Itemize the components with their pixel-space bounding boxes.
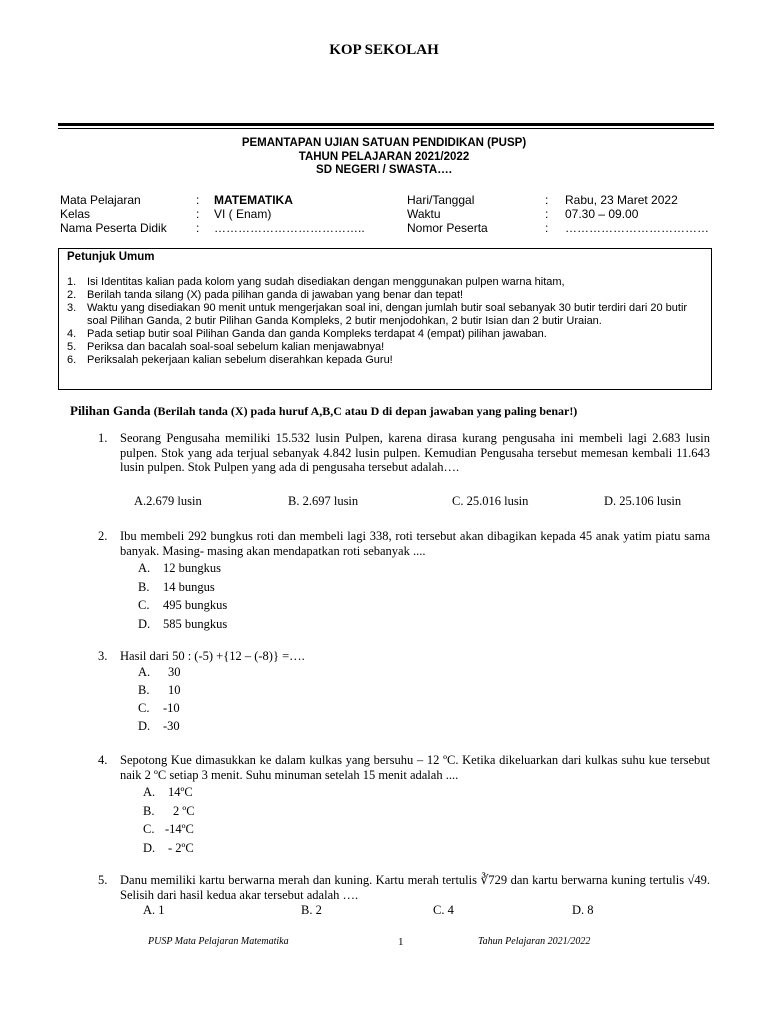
option-letter: C. (143, 822, 155, 836)
option-value: 25.106 lusin (619, 494, 682, 508)
question-number: 4. (98, 753, 108, 767)
option-letter: C. (138, 701, 150, 715)
option-value: -10 (163, 701, 180, 715)
option-letter: A. (134, 494, 147, 508)
option-value: 14 bungus (163, 580, 215, 594)
instruction-text: Isi Identitas kalian pada kolom yang sudah disediakan dengan menggunakan pulpen warna hitam, (87, 276, 565, 288)
student-name-blank[interactable]: ……………………………….. (214, 221, 365, 235)
question-text: Seorang Pengusaha memiliki 15.532 lusin Pulpen, karena dirasa kurang pengusaha ini membeli lagi 2.683 lusin pulpen. Stok yang ada terjual sebanyak 4.842 lusin pulpen. Kemudian Pengusaha tersebut memesan kembali 11.643 lusin pulpen. Stok Pulpen yang ada di pengusaha tersebut adalah…. (120, 431, 710, 474)
participant-number-blank[interactable]: ……………………………… (565, 221, 709, 235)
option-letter: B. (138, 683, 150, 697)
option-value: 2 ºC (173, 804, 195, 818)
option-letter: B. (143, 804, 155, 818)
header-rule-thin (58, 128, 714, 129)
identity-row-class (0, 207, 768, 221)
instruction-number: 4. (67, 328, 77, 340)
option-letter: A. (138, 665, 151, 679)
value-time: 07.30 – 09.00 (565, 207, 639, 221)
page-number: 1 (398, 936, 404, 948)
option-letter: D. (138, 617, 151, 631)
exam-title: PEMANTAPAN UJIAN SATUAN PENDIDIKAN (PUSP) (241, 137, 527, 149)
instructions-list (67, 276, 707, 367)
option-letter: B. (301, 903, 313, 917)
option-value: 2.697 lusin (302, 494, 359, 508)
option-value: 2 (315, 903, 322, 917)
label-participant-number: Nomor Peserta (407, 221, 488, 235)
q5-option-a[interactable] (143, 903, 165, 918)
option-letter: D. (143, 841, 156, 855)
instruction-text: Waktu yang disediakan 90 menit untuk mengerjakan soal ini, dengan jumlah butir soal sebanyak 30 butir terdiri dari 20 butir soal Pilihan Ganda, 2 butir Pilihan Ganda Kompleks, 2 butir menjodohkan, 2 butir Isian dan 2 butir Uraian. (87, 302, 688, 327)
question-number: 2. (98, 529, 108, 543)
identity-row-name (0, 221, 768, 235)
option-value: 585 bungkus (163, 617, 228, 631)
q1-option-d[interactable] (604, 494, 681, 509)
option-value: -14ºC (165, 822, 194, 836)
option-letter: D. (138, 719, 151, 733)
question-text: Danu memiliki kartu berwarna merah dan kuning. Kartu merah tertulis ∛729 dan kartu berwarna kuning tertulis √49. Selisih dari hasil kedua akar tersebut adalah …. (120, 873, 710, 902)
option-value: 1 (158, 903, 165, 917)
exam-title-block (0, 137, 768, 178)
option-letter: B. (138, 580, 150, 594)
option-letter: C. (433, 903, 445, 917)
exam-year: TAHUN PELAJARAN 2021/2022 (298, 150, 470, 163)
option-value: 25.016 lusin (466, 494, 529, 508)
option-value: 495 bungkus (163, 598, 228, 612)
section-title: Pilihan Ganda (70, 403, 151, 418)
footer-year: Tahun Pelajaran 2021/2022 (478, 936, 591, 947)
q1-option-c[interactable] (452, 494, 528, 509)
label-date: Hari/Tanggal (407, 193, 475, 207)
q5-option-d[interactable] (572, 903, 594, 918)
header-rule-thick (58, 123, 714, 126)
instructions-title: Petunjuk Umum (67, 251, 155, 263)
q1-option-b[interactable] (288, 494, 358, 509)
value-subject: MATEMATIKA (214, 193, 293, 207)
instruction-item (67, 341, 707, 354)
label-subject: Mata Pelajaran (60, 193, 141, 207)
label-class: Kelas (60, 207, 91, 221)
question-text: Sepotong Kue dimasukkan ke dalam kulkas yang bersuhu – 12 ºC. Ketika dikeluarkan dari kulkas suhu kue tersebut naik 2 ºC setiap 3 menit. Suhu minuman setelah 15 menit adalah .... (120, 753, 710, 782)
colon: : (545, 207, 549, 221)
general-instructions-box (58, 248, 712, 390)
question-number: 1. (98, 431, 108, 445)
colon: : (196, 193, 200, 207)
instruction-text: Berilah tanda silang (X) pada pilihan ganda di jawaban yang benar dan tepat! (87, 289, 464, 301)
question-text: Hasil dari 50 : (-5) +{12 – (-8)} =…. (120, 649, 305, 663)
label-time: Waktu (407, 207, 441, 221)
section-heading (70, 403, 577, 419)
school-letterhead: KOP SEKOLAH (329, 42, 439, 58)
option-letter: A. (143, 785, 156, 799)
label-student-name: Nama Peserta Didik (60, 221, 167, 235)
option-letter: D. (572, 903, 585, 917)
option-value: 8 (587, 903, 594, 917)
instruction-item (67, 302, 707, 328)
question-number: 3. (98, 649, 108, 663)
q5-option-b[interactable] (301, 903, 322, 918)
q1-option-a[interactable] (134, 494, 202, 509)
value-date: Rabu, 23 Maret 2022 (565, 193, 678, 207)
option-value: 12 bungkus (163, 561, 221, 575)
option-letter: B. (288, 494, 300, 508)
instruction-number: 1. (67, 276, 77, 288)
colon: : (196, 221, 200, 235)
instruction-number: 5. (67, 341, 77, 353)
exam-school: SD NEGERI / SWASTA…. (316, 164, 452, 176)
q5-option-c[interactable] (433, 903, 454, 918)
colon: : (196, 207, 200, 221)
option-letter: A. (138, 561, 151, 575)
instruction-text: Periksalah pekerjaan kalian sebelum diserahkan kepada Guru! (87, 354, 393, 366)
option-letter: A. (143, 903, 156, 917)
colon: : (545, 193, 549, 207)
option-value: 10 (168, 683, 181, 697)
instruction-number: 6. (67, 354, 77, 366)
option-value: 4 (447, 903, 454, 917)
instruction-item (67, 289, 707, 302)
option-value: - 2ºC (168, 841, 194, 855)
instruction-item (67, 354, 707, 367)
instruction-number: 3. (67, 302, 77, 314)
option-value: 30 (168, 665, 181, 679)
colon: : (545, 221, 549, 235)
option-letter: C. (452, 494, 464, 508)
instruction-number: 2. (67, 289, 77, 301)
instruction-text: Pada setiap butir soal Pilihan Ganda dan ganda Kompleks terdapat 4 (empat) pilihan jawaban. (87, 328, 547, 340)
instruction-item (67, 328, 707, 341)
footer-subject: PUSP Mata Pelajaran Matematika (148, 936, 289, 947)
question-text: Ibu membeli 292 bungkus roti dan membeli lagi 338, roti tersebut akan dibagikan kepada 45 anak yatim piatu sama banyak. Masing- masing akan mendapatkan roti sebanyak .... (120, 529, 710, 558)
value-class: VI ( Enam) (214, 207, 272, 221)
option-letter: C. (138, 598, 150, 612)
instruction-text: Periksa dan bacalah soal-soal sebelum kalian menjawabnya! (87, 341, 385, 353)
section-instruction: (Berilah tanda (X) pada huruf A,B,C atau D di depan jawaban yang paling benar!) (150, 404, 578, 418)
instruction-item (67, 276, 707, 289)
identity-row-subject (0, 193, 768, 207)
option-letter: D. (604, 494, 617, 508)
option-value: -30 (163, 719, 180, 733)
question-number: 5. (98, 873, 108, 887)
option-value: 14ºC (168, 785, 193, 799)
option-value: 2.679 lusin (146, 494, 202, 508)
